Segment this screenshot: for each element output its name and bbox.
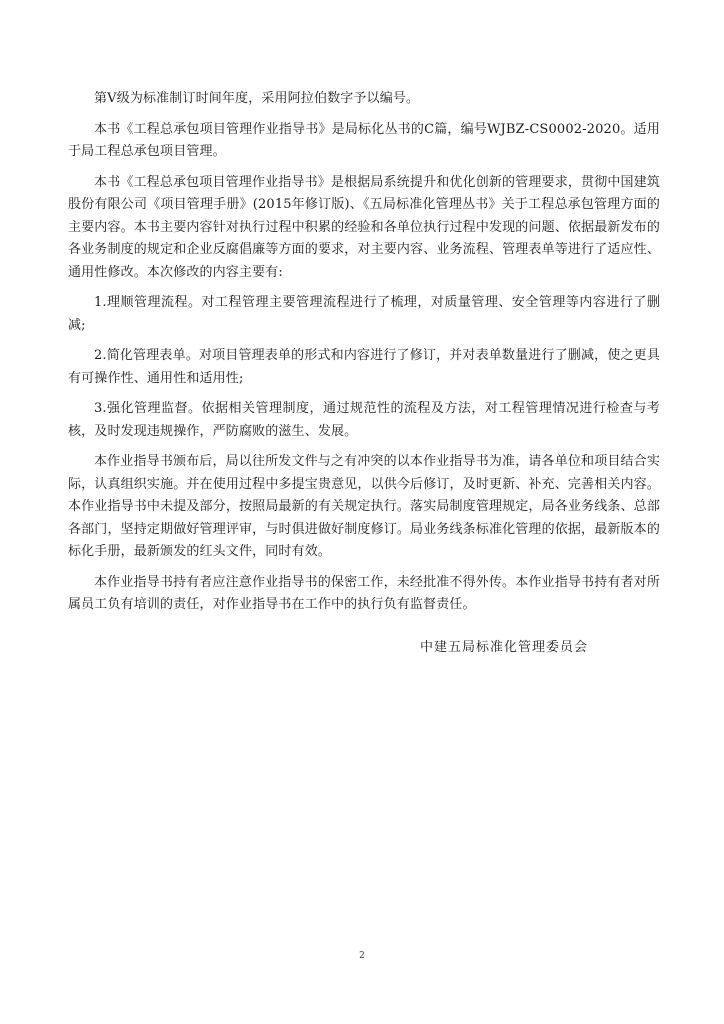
page-number: 2	[359, 951, 365, 961]
paragraph-book-code: 本书《工程总承包项目管理作业指导书》是局标化丛书的C篇，编号WJBZ-CS0002-2020。适用于局工程总承包项目管理。	[68, 121, 660, 159]
paragraph-book-purpose: 本书《工程总承包项目管理作业指导书》是根据局系统提升和优化创新的管理要求，贯彻中国建筑股份有限公司《项目管理手册》(2015年修订版)、《五局标准化管理丛书》关于工程总承包管理方面的主要内容。本书主要内容针对执行过程中积累的经验和各单位执行过程中发现的问题、依据最新发布的各业务制度的规定和企业反腐倡廉等方面的要求，对主要内容、业务流程、管理表单等进行了适应性、通用性修改。本次修改的内容主要有:	[68, 174, 660, 280]
paragraph-numbering-rule: 第Ⅴ级为标准制订时间年度，采用阿拉伯数字予以编号。	[94, 91, 420, 106]
paragraph-revision-item-3: 3.强化管理监督。依据相关管理制度，通过规范性的流程及方法，对工程管理情况进行检查与考核，及时发现违规操作，严防腐败的滋生、发展。	[68, 401, 660, 439]
paragraph-confidentiality: 本作业指导书持有者应注意作业指导书的保密工作，未经批准不得外传。本作业指导书持有者对所属员工负有培训的责任，对作业指导书在工作中的执行负有监督责任。	[68, 574, 660, 612]
signature-committee: 中建五局标准化管理委员会	[420, 640, 589, 655]
paragraph-revision-item-1: 1.理顺管理流程。对工程管理主要管理流程进行了梳理，对质量管理、安全管理等内容进行了删减;	[68, 295, 660, 333]
paragraph-implementation: 本作业指导书颁布后，局以往所发文件与之有冲突的以本作业指导书为准，请各单位和项目结合实际，认真组织实施。并在使用过程中多提宝贵意见，以供今后修订，及时更新、补充、完善相关内容。本作业指导书中未提及部分，按照局最新的有关规定执行。落实局制度管理规定，局各业务线条、总部各部门，坚持定期做好管理评审，与时俱进做好制度修订。局业务线条标准化管理的依据，最新版本的标化手册，最新颁发的红头文件，同时有效。	[68, 454, 660, 559]
document-body	[68, 88, 660, 625]
paragraph-revision-item-2: 2.简化管理表单。对项目管理表单的形式和内容进行了修订，并对表单数量进行了删减，使之更具有可操作性、通用性和适用性;	[68, 348, 660, 386]
